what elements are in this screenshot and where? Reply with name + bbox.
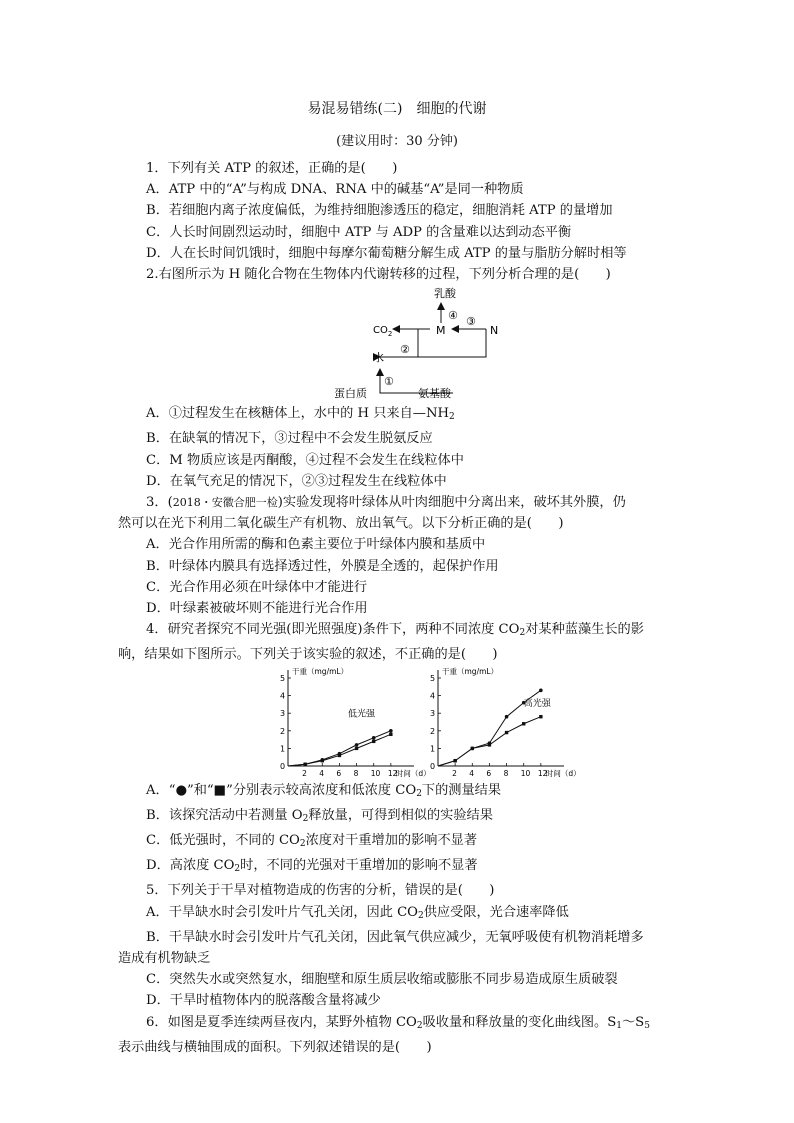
q4-option-d: D．高浓度 $CO_2$时，不同的光强对干重增加的影响不显著 xyxy=(146,858,478,875)
data-point-circle xyxy=(389,729,393,733)
y-tick-label: 1 xyxy=(280,744,286,754)
y-tick-label: 5 xyxy=(430,673,436,683)
y-tick-label: 4 xyxy=(430,691,436,701)
q6-stem-cont: 表示曲线与横轴围成的面积。下列叙述错误的是( ) xyxy=(118,1039,432,1055)
data-point-square xyxy=(303,762,306,765)
question-list xyxy=(118,158,684,1058)
diagram-step-2: ② xyxy=(400,343,410,357)
chart-title: 高光强 xyxy=(523,698,551,709)
q2-option-c: C．M 物质应该是丙酮酸，④过程不会发生在线粒体中 xyxy=(146,452,464,468)
q2-metabolism-diagram xyxy=(118,285,684,403)
q3-option-b: B．叶绿体内膜具有选择透过性，外膜是全透的，起保护作用 xyxy=(146,558,499,574)
data-point-circle xyxy=(355,743,359,747)
diagram-step-3: ③ xyxy=(466,315,476,329)
chart-high-light xyxy=(418,666,588,780)
y-tick-label: 5 xyxy=(280,673,286,683)
q5-option-b-cont: 造成有机物缺乏 xyxy=(118,951,211,967)
y-tick-label: 1 xyxy=(430,744,436,754)
q5-stem: 5．下列关于干旱对植物造成的伤害的分析，错误的是( ) xyxy=(146,883,495,899)
series-line xyxy=(288,730,391,765)
diagram-step-1: ① xyxy=(384,375,394,389)
q2-stem: 2.右图所示为 H 随化合物在生物体内代谢转移的过程，下列分析合理的是( ) xyxy=(146,267,611,283)
y-tick-label: 0 xyxy=(280,761,286,771)
x-tick-label: 4 xyxy=(319,768,325,778)
data-point-square xyxy=(389,732,392,735)
page-subtitle: (建议用时：30 分钟) xyxy=(336,134,458,149)
q5-option-a: A．干旱缺水时会引发叶片气孔关闭，因此 $CO_2$供应受限，光合速率降低 xyxy=(146,904,569,921)
q3-source: 2018・安徽合肥一检 xyxy=(172,496,278,510)
q3-stem: 3．(2018・安徽合肥一检)实验发现将叶绿体从叶肉细胞中分离出来，破坏其外膜，仍 xyxy=(146,495,626,511)
q1-option-a: A．ATP 中的“A”与构成 DNA、RNA 中的碱基“A”是同一种物质 xyxy=(146,182,524,198)
q1-option-c: C．人长时间剧烈运动时，细胞中 ATP 与 ADP 的含量难以达到动态平衡 xyxy=(146,224,572,240)
q1-option-b: B．若细胞内离子浓度偏低，为维持细胞渗透压的稳定，细胞消耗 ATP 的量增加 xyxy=(146,203,613,219)
q3-option-d: D．叶绿素被破坏则不能进行光合作用 xyxy=(146,601,368,617)
x-tick-label: 10 xyxy=(370,768,381,778)
q1-stem: 1．下列有关 ATP 的叙述，正确的是( ) xyxy=(146,161,398,176)
diagram-amino-acid-label: 氨基酸 xyxy=(418,387,451,401)
x-tick-label: 10 xyxy=(520,768,531,778)
x-tick-label: 12 xyxy=(537,768,548,778)
q5-option-b: B．干旱缺水时会引发叶片气孔关闭，因此氧气供应减少，无氧呼吸使有机物消耗增多 xyxy=(146,929,644,945)
q4-option-c: C．低光强时，不同的 $CO_2$浓度对干重增加的影响不显著 xyxy=(146,833,478,850)
q5-option-c: C．突然失水或突然复水，细胞壁和原生质层收缩或膨胀不同步易造成原生质破裂 xyxy=(146,972,618,988)
line-n-to-water xyxy=(380,329,486,357)
chart-low-light xyxy=(268,666,438,780)
series-line xyxy=(288,734,391,766)
q2-option-a: A．①过程发生在核糖体上，水中的 H 只来自$—NH_2$ xyxy=(146,406,455,423)
q4-stem-cont: 响，结果如下图所示。下列关于该实验的叙述，不正确的是( ) xyxy=(118,647,498,663)
q5-option-d: D．干旱时植物体内的脱落酸含量将减少 xyxy=(146,993,381,1009)
q3-option-c: C．光合作用必须在叶绿体中才能进行 xyxy=(146,579,368,595)
y-tick-label: 3 xyxy=(430,708,436,718)
data-point-square xyxy=(488,743,491,746)
page-title: 易混易错练(二) 细胞的代谢 xyxy=(307,101,487,117)
data-point-square xyxy=(355,746,358,749)
q1-option-d: D．人在长时间饥饿时，细胞中每摩尔葡萄糖分解生成 ATP 的量与脂肪分解时相等 xyxy=(146,245,627,261)
diagram-lactic-acid-label: 乳酸 xyxy=(434,287,456,301)
data-point-square xyxy=(539,715,542,718)
q4-option-b: B．该探究活动中若测量 $O_2$释放量，可得到相似的实验结果 xyxy=(146,807,493,824)
q6-stem: 6．如图是夏季连续两昼夜内，某野外植物 $CO_2$吸收量和释放量的变化曲线图。$S_1\sim S_5$ xyxy=(146,1014,650,1031)
diagram-n-label: N xyxy=(490,324,499,338)
q3-option-a: A．光合作用所需的酶和色素主要位于叶绿体内膜和基质中 xyxy=(146,537,486,553)
q4-stem: 4．研究者探究不同光强(即光照强度)条件下，两种不同浓度 $CO_2$对某种蓝藻生长的影 xyxy=(146,622,644,639)
data-point-square xyxy=(453,759,456,762)
data-point-circle xyxy=(539,688,543,692)
y-tick-label: 3 xyxy=(280,708,286,718)
diagram-m-label: M xyxy=(436,324,446,338)
x-tick-label: 2 xyxy=(452,768,457,778)
data-point-square xyxy=(338,753,341,756)
q3-stem-cont: 然可以在光下利用二氧化碳生产有机物、放出氧气。以下分析正确的是( ) xyxy=(118,516,564,532)
x-tick-label: 12 xyxy=(387,768,398,778)
y-tick-label: 0 xyxy=(430,761,436,771)
q4-charts xyxy=(118,666,684,780)
chart-title: 低光强 xyxy=(348,709,376,720)
x-tick-label: 2 xyxy=(302,768,307,778)
diagram-water-label: 水 xyxy=(373,351,384,365)
diagram-co2-label: $CO_2$ xyxy=(373,325,393,339)
q4-option-a: A．“●”和“■”分别表示较高浓度和低浓度 $CO_2$下的测量结果 xyxy=(146,782,502,799)
data-point-circle xyxy=(372,736,376,740)
y-tick-label: 2 xyxy=(430,726,436,736)
y-axis-label: 干重（mg/mL） xyxy=(442,666,499,676)
q2-option-d: D．在氧气充足的情况下，②③过程发生在线粒体中 xyxy=(146,473,447,489)
x-axis-label: 时间（d） xyxy=(545,768,581,778)
x-tick-label: 4 xyxy=(469,768,475,778)
data-point-square xyxy=(321,759,324,762)
diagram-protein-label: 蛋白质 xyxy=(334,387,367,401)
y-tick-label: 2 xyxy=(280,726,286,736)
data-point-square xyxy=(505,731,508,734)
x-tick-label: 8 xyxy=(353,768,359,778)
data-point-circle xyxy=(505,715,509,719)
x-tick-label: 8 xyxy=(503,768,509,778)
diagram-step-4: ④ xyxy=(448,309,458,323)
y-axis-label: 干重（mg/mL） xyxy=(292,666,349,676)
data-point-square xyxy=(372,739,375,742)
x-axis-label: 时间（d） xyxy=(395,768,431,778)
x-tick-label: 6 xyxy=(336,768,342,778)
x-tick-label: 6 xyxy=(486,768,492,778)
q2-option-b: B．在缺氧的情况下，③过程中不会发生脱氨反应 xyxy=(146,431,433,447)
data-point-square xyxy=(471,746,474,749)
data-point-square xyxy=(522,722,525,725)
y-tick-label: 4 xyxy=(280,691,286,701)
